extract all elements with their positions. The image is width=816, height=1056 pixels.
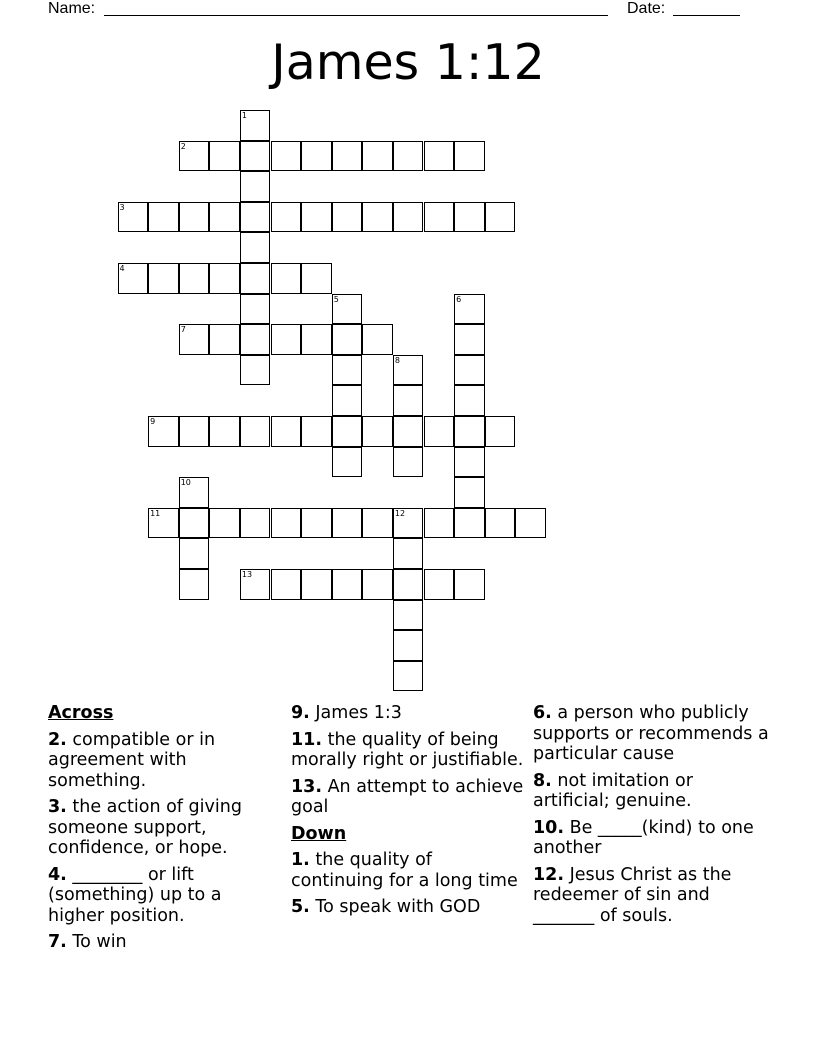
- clue-item-text: An attempt to achieve goal: [291, 776, 524, 817]
- grid-cell[interactable]: [179, 141, 210, 172]
- grid-cell[interactable]: [454, 294, 485, 325]
- grid-cell[interactable]: [301, 569, 332, 600]
- grid-cell[interactable]: [362, 508, 393, 539]
- clue-item-text: the quality of continuing for a long time: [291, 850, 518, 891]
- grid-cell[interactable]: [271, 324, 302, 355]
- clue-number: 3: [119, 202, 125, 212]
- grid-cell[interactable]: [240, 232, 271, 263]
- grid-cell[interactable]: [209, 508, 240, 539]
- clue-item-number: 10.: [533, 817, 565, 838]
- grid-cell[interactable]: [424, 202, 455, 233]
- grid-cell[interactable]: [209, 263, 240, 294]
- clue-item-text: To speak with GOD: [309, 897, 481, 917]
- grid-cell[interactable]: [209, 416, 240, 447]
- grid-cell[interactable]: [271, 202, 302, 233]
- grid-cell[interactable]: [454, 508, 485, 539]
- grid-cell[interactable]: [393, 355, 424, 386]
- clue-number: 6: [456, 294, 462, 304]
- grid-cell[interactable]: [332, 294, 363, 325]
- clue-item-text: James 1:3: [309, 703, 402, 723]
- grid-cell[interactable]: [454, 416, 485, 447]
- grid-cell[interactable]: [118, 263, 149, 294]
- grid-cell[interactable]: [301, 141, 332, 172]
- clue-item: [533, 703, 773, 765]
- grid-cell[interactable]: [148, 508, 179, 539]
- clue-item-text: the quality of being morally right or justifiable.: [291, 729, 524, 770]
- clue-item: [533, 771, 773, 812]
- clue-item: [291, 703, 526, 724]
- grid-cell[interactable]: [271, 508, 302, 539]
- grid-cell[interactable]: [515, 508, 546, 539]
- grid-cell[interactable]: [332, 355, 363, 386]
- clue-item-number: 6.: [533, 703, 552, 723]
- clue-item: [48, 730, 283, 792]
- clue-number: 12: [394, 508, 406, 518]
- grid-cell[interactable]: [485, 202, 516, 233]
- clue-item: [533, 865, 773, 927]
- clue-item: [291, 897, 526, 918]
- grid-cell[interactable]: [393, 600, 424, 631]
- clue-number: 7: [180, 325, 186, 335]
- grid-cell[interactable]: [362, 141, 393, 172]
- grid-cell[interactable]: [454, 385, 485, 416]
- clue-item-number: 8.: [533, 770, 552, 791]
- grid-cell[interactable]: [179, 263, 210, 294]
- grid-cell[interactable]: [179, 508, 210, 539]
- clue-item-text: Jesus Christ as the redeemer of sin and _______ of souls.: [533, 864, 732, 926]
- grid-cell[interactable]: [393, 569, 424, 600]
- grid-cell[interactable]: [485, 508, 516, 539]
- grid-cell[interactable]: [332, 202, 363, 233]
- grid-cell[interactable]: [362, 569, 393, 600]
- grid-cell[interactable]: [240, 355, 271, 386]
- clue-number: 10: [180, 478, 191, 488]
- grid-cell[interactable]: [301, 416, 332, 447]
- grid-cell[interactable]: [393, 630, 424, 661]
- clue-number: 1: [241, 111, 247, 120]
- clue-item: [48, 865, 283, 927]
- clue-item: [291, 850, 526, 891]
- clue-item: [291, 777, 526, 818]
- grid-cell[interactable]: [148, 202, 179, 233]
- grid-cell[interactable]: [332, 141, 363, 172]
- clue-item-text: To win: [66, 932, 127, 952]
- clue-item-number: 11.: [291, 729, 323, 750]
- name-label: Name:: [48, 0, 96, 17]
- clue-column-2: [291, 703, 526, 924]
- grid-cell[interactable]: [332, 385, 363, 416]
- clue-number: 13: [241, 570, 253, 579]
- grid-cell[interactable]: [454, 447, 485, 478]
- grid-cell[interactable]: [179, 416, 210, 447]
- grid-cell[interactable]: [362, 202, 393, 233]
- grid-cell[interactable]: [393, 202, 424, 233]
- clue-item-text: not imitation or artificial; genuine.: [533, 770, 693, 811]
- down-heading: Down: [291, 823, 347, 844]
- grid-cell[interactable]: [240, 263, 271, 294]
- grid-cell[interactable]: [454, 324, 485, 355]
- grid-cell[interactable]: [148, 416, 179, 447]
- clue-number: 2: [180, 141, 186, 151]
- clue-item: [48, 797, 283, 859]
- grid-cell[interactable]: [240, 324, 271, 355]
- grid-cell[interactable]: [301, 324, 332, 355]
- clue-number: 4: [119, 264, 125, 273]
- clue-item-text: a person who publicly supports or recommends a particular cause: [533, 703, 769, 764]
- clue-number: 8: [394, 355, 400, 365]
- clue-item-text: ________ or lift (something) up to a higher position.: [48, 864, 222, 926]
- grid-cell[interactable]: [424, 141, 455, 172]
- grid-cell[interactable]: [301, 202, 332, 233]
- clue-number: 5: [333, 294, 339, 304]
- grid-cell[interactable]: [362, 416, 393, 447]
- grid-cell[interactable]: [332, 508, 363, 539]
- clue-item-number: 2.: [48, 729, 67, 750]
- grid-cell[interactable]: [393, 385, 424, 416]
- grid-cell[interactable]: [393, 141, 424, 172]
- clue-item-number: 4.: [48, 864, 67, 885]
- across-heading: Across: [48, 703, 114, 723]
- grid-cell[interactable]: [240, 294, 271, 325]
- clue-item-number: 12.: [533, 864, 565, 885]
- grid-cell[interactable]: [332, 569, 363, 600]
- grid-cell[interactable]: [454, 141, 485, 172]
- grid-cell[interactable]: [271, 569, 302, 600]
- grid-cell[interactable]: [485, 416, 516, 447]
- grid-cell[interactable]: [148, 263, 179, 294]
- clue-item-number: 9.: [291, 703, 310, 723]
- grid-cell[interactable]: [240, 416, 271, 447]
- grid-cell[interactable]: [301, 263, 332, 294]
- clue-item: [291, 730, 526, 771]
- clue-item: [48, 932, 283, 953]
- clue-item: [533, 818, 773, 859]
- grid-cell[interactable]: [393, 416, 424, 447]
- grid-cell[interactable]: [179, 477, 210, 508]
- clue-item-text: the action of giving someone support, confidence, or hope.: [48, 797, 242, 858]
- grid-cell[interactable]: [209, 202, 240, 233]
- clue-number: 11: [150, 508, 161, 518]
- grid-cell[interactable]: [179, 569, 210, 600]
- clue-number: 9: [150, 417, 156, 426]
- grid-cell[interactable]: [240, 202, 271, 233]
- grid-cell[interactable]: [118, 202, 149, 233]
- grid-cell[interactable]: [240, 171, 271, 202]
- clue-column-1: [48, 703, 283, 959]
- grid-cell[interactable]: [454, 355, 485, 386]
- grid-cell[interactable]: [179, 538, 210, 569]
- clue-item-number: 1.: [291, 850, 310, 870]
- grid-cell[interactable]: [332, 447, 363, 478]
- grid-cell[interactable]: [179, 202, 210, 233]
- grid-cell[interactable]: [424, 508, 455, 539]
- grid-cell[interactable]: [393, 447, 424, 478]
- clue-column-3: [533, 703, 773, 932]
- grid-cell[interactable]: [240, 569, 271, 600]
- date-label: Date:: [627, 0, 666, 17]
- grid-cell[interactable]: [454, 477, 485, 508]
- grid-cell[interactable]: [424, 416, 455, 447]
- grid-cell[interactable]: [362, 324, 393, 355]
- grid-cell[interactable]: [179, 324, 210, 355]
- grid-cell[interactable]: [209, 324, 240, 355]
- grid-cell[interactable]: [209, 141, 240, 172]
- grid-cell[interactable]: [393, 661, 424, 692]
- grid-cell[interactable]: [424, 569, 455, 600]
- clue-item-number: 13.: [291, 776, 323, 797]
- grid-cell[interactable]: [301, 508, 332, 539]
- page-title: James 1:12: [271, 34, 545, 91]
- grid-cell[interactable]: [454, 569, 485, 600]
- grid-cell[interactable]: [271, 141, 302, 172]
- grid-cell[interactable]: [393, 508, 424, 539]
- grid-cell[interactable]: [332, 416, 363, 447]
- clue-item-number: 5.: [291, 897, 310, 917]
- clue-item-number: 7.: [48, 932, 67, 952]
- clue-item-text: Be _____(kind) to one another: [533, 817, 754, 858]
- grid-cell[interactable]: [393, 538, 424, 569]
- clue-item-number: 3.: [48, 797, 67, 817]
- grid-cell[interactable]: [271, 416, 302, 447]
- grid-cell[interactable]: [332, 324, 363, 355]
- grid-cell[interactable]: [454, 202, 485, 233]
- clue-item-text: compatible or in agreement with something.: [48, 729, 216, 791]
- grid-cell[interactable]: [240, 110, 271, 141]
- grid-cell[interactable]: [240, 508, 271, 539]
- grid-cell[interactable]: [240, 141, 271, 172]
- grid-cell[interactable]: [271, 263, 302, 294]
